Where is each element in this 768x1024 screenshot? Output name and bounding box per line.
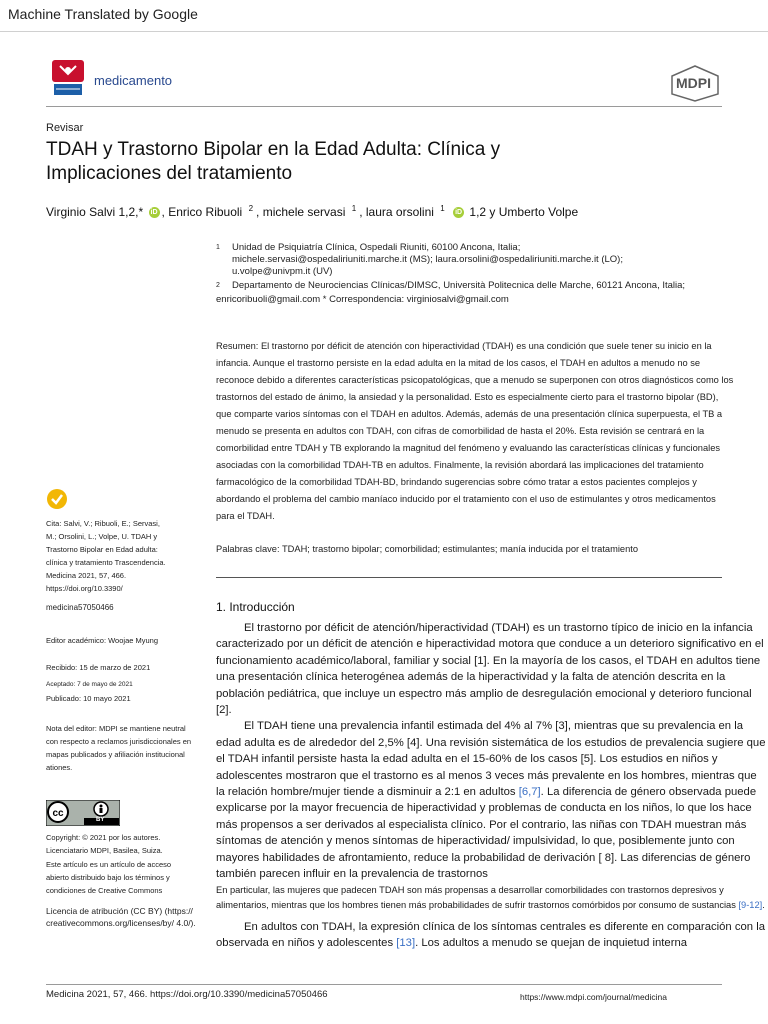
reference-link[interactable]: [6,7] [518,786,541,799]
paragraph-text: En particular, las mujeres que padecen TDAH son más propensas a desarrollar comorbilidades con trastornos depresivos y alimentarios, mientras que los hombres tienen más probabilidades de sufrir trastornos comórbidos por consumo de sustancias [216,884,736,910]
affiliation-item [216,280,686,292]
publisher-note: Nota del editor: MDPI se mantiene neutral con respecto a reclamos jurisdiccionales en mapas publicados y afiliación institucional ationes. [46,724,192,772]
reference-link[interactable]: [13] [396,936,416,949]
paragraph [216,883,768,913]
footer-divider [46,984,722,985]
affiliation-number: 2 [216,282,220,289]
open-access-note: Este artículo es un artículo de acceso abierto distribuido bajo los términos y condiciones de Creative Commons [46,860,172,895]
affiliation-text: Unidad de Psiquiatría Clínica, Ospedali Riuniti, 60100 Ancona, Italia; michele.servasi@ospedaliriuniti.marche.it (MS); laura.orsolini@ospedaliriuniti.marche.it (LO); u.volpe@univpm.it (UV) [232,242,623,277]
publisher-logo-text: MDPI [676,75,711,91]
keywords-divider [216,577,722,578]
paragraph: El trastorno por déficit de atención/hiperactividad (TDAH) es un trastorno típico de inicio en la infancia caracterizado por un déficit de atención e hiperactividad motora que conduce a un deterioro significativo en el funcionamiento académico/laboral, familiar y social [1]. En la mayoría de los casos, el TDAH en adultos tiene una presentación clínica heterogénea además de la hiperactividad y la falta de atención descrita en la población pediátrica, que incluye un espectro más amplio de desregulación emocional y deterioro funcional [2]. [216,622,764,717]
article-type: Revisar [46,122,84,134]
paragraph-text: En adultos con TDAH, la expresión clínica de los síntomas centrales es diferente en comparación con la observada en niños y adolescentes [216,920,765,949]
author-orsolini: laura orsolini [365,205,434,219]
cc-by-label: BY [96,817,105,823]
journal-logo [50,58,86,98]
body-text [216,620,768,951]
journal-logo-icon [50,58,86,98]
citation: Cita: Salvi, V.; Ribuoli, E.; Servasi, M.; Orsolini, L.; Volpe, U. TDAH y Trastorno Bipolar en Edad adulta: clínica y tratamiento Trascendencia. Medicina 2021, 57, 466. https://doi.org/10.3390/ [46,519,166,593]
abstract: Resumen: El trastorno por déficit de atención con hiperactividad (TDAH) es una condición que suele tener su inicio en la infancia. Aunque el trastorno persiste en la edad adulta en la mitad de los casos, el TDAH en adultos a menudo no se reconoce debido a diferentes características psicopatológicas, que a menudo se superponen con otros diagnósticos como los trastornos del estado de ánimo, la ansiedad y la personalidad. Esto es especialmente cierto para el trastorno bipolar (BD), que comparte varios síntomas con el TDAH en adultos. Además, además de una presentación clínica superpuesta, el TB a menudo se presenta en adultos con TDAH, con cifras de comorbilidad de hasta el 20%. Esta revisión se centrará en la comorbilidad entre TDAH y TB explorando la magnitud del fenómeno y evaluando las características clínicas y funcionales asociadas con la comorbilidad TDAH-TB en adultos. Finalmente, la revisión abordará las implicaciones del tratamiento farmacológico de la comorbilidad TDAH-BD, brindando sugerencias sobre cómo tratar a estos pacientes complejos y abordando el problema del cambio maníaco inducido por el tratamiento con el uso de estimulantes y otros medicamentos para el TDAH. [216,341,734,521]
affiliation-item [216,242,686,278]
keywords: Palabras clave: TDAH; trastorno bipolar; comorbilidad; estimulantes; manía inducida por el tratamiento [216,544,639,554]
header-divider [46,106,722,107]
section-title: 1. Introducción [216,600,295,614]
orcid-icon[interactable]: iD [150,209,158,217]
svg-text:cc: cc [52,808,64,819]
banner-divider [0,31,768,32]
orcid-icon[interactable]: iD [455,209,463,217]
footer-journal-url[interactable]: https://www.mdpi.com/journal/medicina [520,992,667,1002]
author-servasi: michele servasi [262,205,346,219]
affiliation-text: Departamento de Neurociencias Clínicas/DIMSC, Università Politecnica delle Marche, 60121 Ancona, Italia; [232,280,686,291]
paragraph-text: El TDAH tiene una prevalencia infantil estimada del 4% al 7% [3], mientras que su prevalencia en la edad adulta es de alrededor del 2,5% [4]. Una revisión sistemática de los estudios de prevalencia sugiere que el TDAH infantil persiste hasta la edad adulta en el 15-60% de los casos [5]. Los estudios en niños y adolescentes mostraron que el trastorno es al menos 3 veces más prevalente en los hombres, mientras que la relación hombre/mujer tiende a disminuir a 2:1 en adultos [216,720,766,799]
author-sup: 1 [351,204,357,213]
affiliation-number: 1 [216,244,220,251]
journal-name[interactable]: medicamento [94,73,173,88]
paragraph-text: . La diferencia de género observada puede explicarse por la mayor frecuencia de hiperactividad y problemas de conducta en los niños, lo que los hace más propensos a ser derivados al especialista clínico. Por el contrario, las niñas con TDAH muestran más síntomas de atención y menos síntomas de hiperactividad/ impulsividad, lo que, posiblemente junto con mayores habilidades de afrontamiento, reduce la probabilidad de derivación [ 8]. Las diferencias de género también parecen influir en la prevalencia de trastornos [216,786,757,881]
academic-editor: Editor académico: Woojae Myung [46,636,159,645]
paragraph [216,919,768,952]
copyright: Copyright: © 2021 por los autores. Licenciatario MDPI, Basilea, Suiza. [46,833,163,855]
doi-link[interactable]: medicina57050466 [46,603,114,612]
author-sup: 2 [248,204,254,213]
published-date: Publicado: 10 mayo 2021 [46,694,131,703]
correspondence: enricoribuoli@gmail.com * Correspondencia: virginiosalvi@gmail.com [216,294,509,305]
article-title: TDAH y Trastorno Bipolar en la Edad Adulta: Clínica y Implicaciones del tratamiento [46,139,501,184]
author-ribuoli: Enrico Ribuoli [168,205,243,219]
author-sup: 1 [440,204,445,213]
author-volpe: 1,2 y Umberto Volpe [469,205,579,219]
cc-by-icon [46,800,120,826]
author-salvi: Virginio Salvi 1,2,* [46,205,144,219]
received-date: Recibido: 15 de marzo de 2021 [46,663,151,672]
footer-citation[interactable]: Medicina 2021, 57, 466. https://doi.org/10.3390/medicina57050466 [46,989,328,1000]
reference-link[interactable]: [9-12] [738,899,763,910]
translation-banner: Machine Translated by Google [8,6,198,22]
paragraph-text: . Los adultos a menudo se quejan de inquietud interna [415,936,688,949]
check-for-updates-icon[interactable] [46,488,68,510]
author-list: Virginio Salvi 1,2,* iD , Enrico Ribuoli $^2$ , michele servasi $^1$ , laura orsolini $^1$ iD 1,2 y Umberto Volpe [46,204,579,219]
accepted-date: Aceptado: 7 de mayo de 2021 [46,681,133,688]
mdpi-logo [668,64,722,102]
cc-by-badge[interactable] [46,800,120,826]
license-note[interactable]: Licencia de atribución (CC BY) (https:// creativecommons.org/licenses/by/ 4.0/). [46,906,196,928]
affiliations [216,242,686,306]
paragraph [216,718,768,882]
paragraph-text: . [762,899,765,910]
